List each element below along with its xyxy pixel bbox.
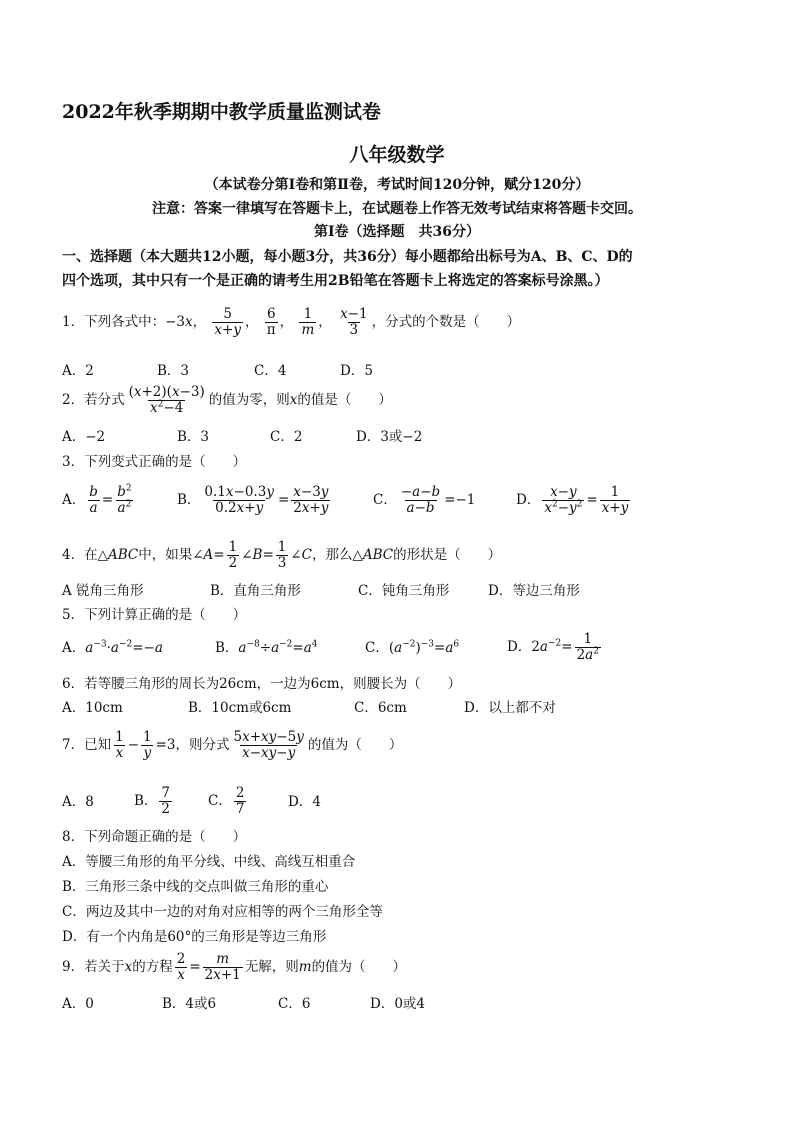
option-a[interactable]: A．−2: [62, 429, 106, 445]
option-c[interactable]: C． $\frac{2}{7}$: [208, 785, 245, 817]
part-one-title: 第Ⅰ卷（选择题 共36分）: [313, 224, 481, 240]
question-7-options: [62, 786, 321, 817]
option-a[interactable]: A．$a^{-3}\cdot a^{-2}=-a$: [62, 639, 163, 656]
question-7-stem: 7．已知 $\frac{1}{x}$ − $\frac{1}{y}$ =3，则分式 $\frac{5x+xy-5y}{x-xy-y}$ 的值为（ ）: [62, 729, 403, 761]
option-b[interactable]: B．直角三角形: [210, 583, 301, 599]
question-6-stem: 6．若等腰三角形的周长为26cm，一边为6cm，则腰长为（ ）: [62, 676, 462, 692]
option-b[interactable]: B．10cm或6cm: [188, 700, 292, 716]
option-d[interactable]: D．4: [288, 793, 321, 810]
question-3-stem: 3．下列变式正确的是（ ）: [62, 454, 247, 470]
section-one-instructions-line2: 四个选项，其中只有一个是正确的请考生用2B铅笔在答题卡上将选定的答案标号涂黑。）: [62, 273, 609, 289]
option-b[interactable]: B． $\frac{7}{2}$: [134, 785, 171, 817]
option-d[interactable]: D． $\frac{x-y}{x^2-y^2}$ = $\frac{1}{x+y}$: [516, 484, 629, 516]
option-a[interactable]: A． $\frac{b}{a}$ = $\frac{b^2}{a^2}$: [62, 483, 132, 516]
option-c[interactable]: C．2: [270, 429, 303, 445]
option-c[interactable]: C．6: [278, 996, 311, 1012]
option-d[interactable]: D．0或4: [370, 996, 426, 1012]
option-c[interactable]: C．6cm: [354, 700, 407, 716]
question-3-options: [62, 485, 632, 516]
option-a[interactable]: A．2: [62, 363, 94, 379]
question-8-stem: 8．下列命题正确的是（ ）: [62, 829, 247, 845]
option-c[interactable]: C．$(a^{-2})^{-3}=a^6$: [365, 639, 460, 656]
option-c[interactable]: C．4: [254, 363, 287, 379]
question-1-stem: 1．下列各式中：−3x， $\frac{5}{x+y}$ ， $\frac{6}{\pi}$ ， $\frac{1}{m}$ ， $\frac{x-1}{3}$ ，分式的个数是（ ）: [62, 306, 521, 338]
option-d[interactable]: D．以上都不对: [464, 700, 556, 716]
option-b[interactable]: B．3: [177, 429, 210, 445]
question-8-option-d[interactable]: D．有一个内角是60°的三角形是等边三角形: [62, 929, 327, 945]
question-9-options: [62, 995, 425, 1013]
document-title: 2022年秋季期期中教学质量监测试卷: [62, 101, 381, 123]
question-5-options: [62, 632, 603, 663]
question-8-option-c[interactable]: C．两边及其中一边的对角对应相等的两个三角形全等: [62, 904, 383, 920]
subject-title: 八年级数学: [349, 144, 445, 166]
option-d[interactable]: D．等边三角形: [488, 583, 580, 599]
option-b[interactable]: B． $\frac{0.1x-0.3y}{0.2x+y}$ = $\frac{x-3y}{2x+y}$: [177, 484, 329, 516]
option-d[interactable]: D．3或−2: [356, 429, 423, 445]
option-d[interactable]: D．$2a^{-2}=$ $\frac{1}{2a^2}$: [507, 631, 599, 663]
question-4-stem: 4．在△ABC中，如果∠A= $\frac{1}{2}$ ∠B= $\frac{1}{3}$ ∠C，那么△ABC的形状是（ ）: [62, 539, 502, 571]
question-4-options: [62, 582, 580, 600]
option-c[interactable]: C． $\frac{-a-b}{a-b}$ =−1: [373, 484, 476, 516]
exam-info: （本试卷分第Ⅰ卷和第Ⅱ卷，考试时间120分钟，赋分120分）: [204, 177, 590, 193]
question-2-stem: 2．若分式 $\frac{(x+2)(x-3)}{x^2-4}$ 的值为零，则x的值是（ ）: [62, 384, 392, 416]
option-b[interactable]: B．4或6: [162, 996, 217, 1012]
option-a[interactable]: A 锐角三角形: [62, 583, 144, 599]
question-8-option-b[interactable]: B．三角形三条中线的交点叫做三角形的重心: [62, 879, 329, 895]
question-8-option-a[interactable]: A．等腰三角形的角平分线、中线、高线互相重合: [62, 854, 356, 870]
option-a[interactable]: A．0: [62, 996, 94, 1012]
option-d[interactable]: D．5: [340, 363, 373, 379]
option-b[interactable]: B．3: [157, 363, 190, 379]
option-a[interactable]: A．8: [62, 793, 94, 810]
question-6-options: [62, 699, 556, 717]
option-a[interactable]: A．10cm: [62, 700, 123, 716]
section-one-instructions-line1: 一、选择题（本大题共12小题，每小题3分，共36分）每小题都给出标号为A、B、C、D的: [62, 249, 633, 265]
option-b[interactable]: B．$a^{-8}\div a^{-2}=a^4$: [215, 639, 318, 656]
option-c[interactable]: C．钝角三角形: [358, 583, 450, 599]
question-1-options: [62, 362, 373, 380]
exam-notice: 注意：答案一律填写在答题卡上，在试题卷上作答无效考试结束将答题卡交回。: [152, 201, 642, 217]
question-5-stem: 5．下列计算正确的是（ ）: [62, 607, 247, 623]
question-9-stem: 9．若关于x的方程 $\frac{2}{x}$ = $\frac{m}{2x+1}$ 无解，则m的值为（ ）: [62, 951, 407, 983]
question-2-options: [62, 428, 422, 446]
